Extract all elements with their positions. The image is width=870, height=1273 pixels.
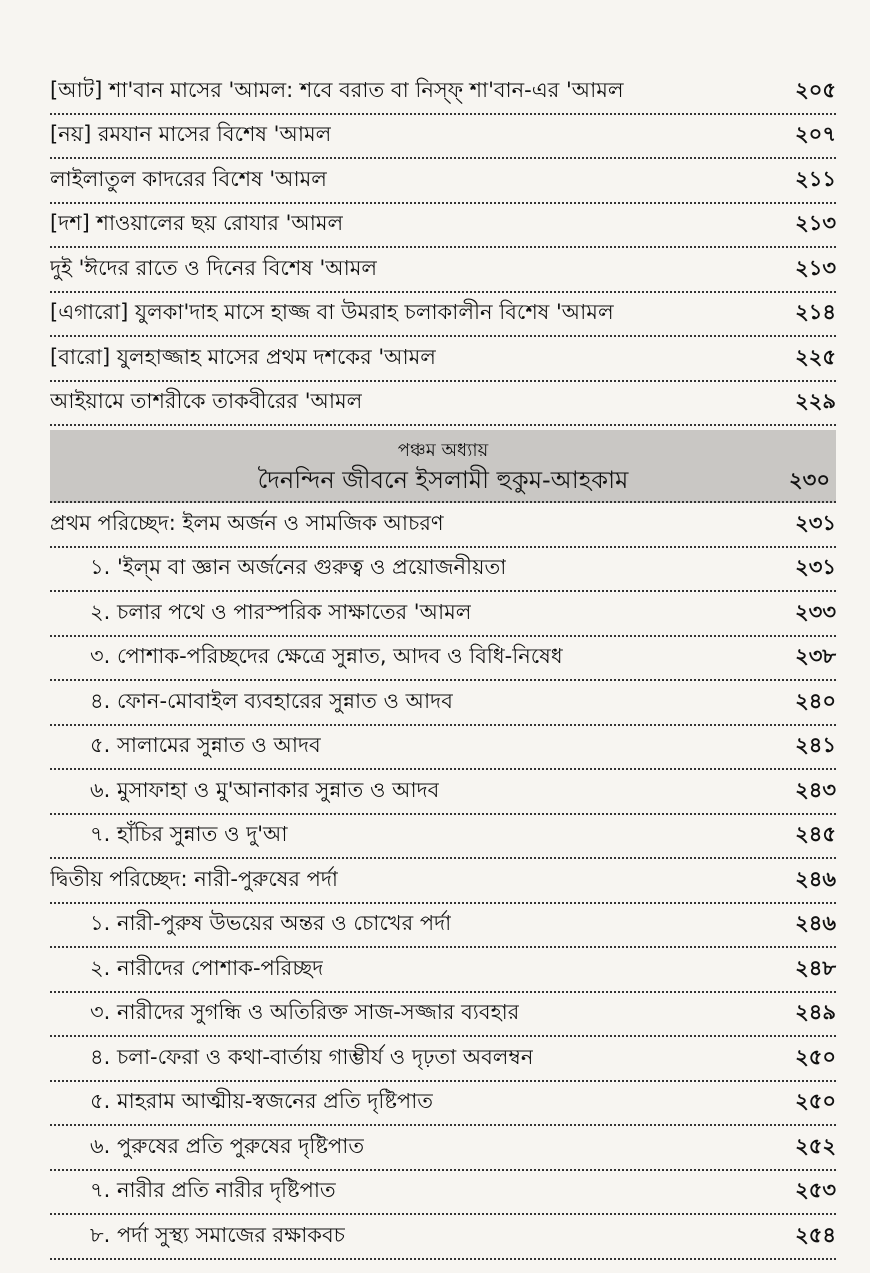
- chapter-heading: [50, 430, 836, 503]
- toc-entry: [50, 115, 836, 160]
- toc-entry-title: ৬. মুসাফাহা ও মু'আনাকার সুন্নাত ও আদব: [90, 777, 440, 802]
- toc-entry-page-number: ২৩৮: [795, 644, 836, 669]
- toc-subentry: [50, 548, 836, 593]
- toc-subentry: [50, 1082, 836, 1127]
- toc-entry-title: ৪. চলা-ফেরা ও কথা-বার্তায় গাম্ভীর্য ও দৃঢ়তা অবলম্বন: [90, 1044, 534, 1069]
- toc-entry-page-number: ২৩৩: [795, 599, 836, 624]
- toc-entry-title: ৭. হাঁচির সুন্নাত ও দু'আ: [90, 822, 288, 847]
- toc-entry-title: দুই 'ঈদের রাতে ও দিনের বিশেষ 'আমল: [50, 255, 378, 280]
- toc-subentry: [50, 681, 836, 726]
- toc-entry-page-number: ২৪৯: [795, 1000, 836, 1025]
- toc-entry: [50, 293, 836, 338]
- toc-subentry: [50, 592, 836, 637]
- toc-entry-title: ৬. পুরুষের প্রতি পুরুষের দৃষ্টিপাত: [90, 1133, 365, 1158]
- toc-entry-page-number: ২৫৪: [795, 1222, 836, 1247]
- toc-entry-page-number: ২৩১: [795, 555, 836, 580]
- toc-entry-title: আইয়ামে তাশরীকে তাকবীরের 'আমল: [50, 389, 363, 414]
- toc-entry-title: লাইলাতুল কাদরের বিশেষ 'আমল: [50, 166, 327, 191]
- toc-entry-title: ৪. ফোন-মোবাইল ব্যবহারের সুন্নাত ও আদব: [90, 688, 453, 713]
- toc-entry-title: [দশ] শাওয়ালের ছয় রোযার 'আমল: [50, 211, 344, 236]
- toc-subentry: [50, 904, 836, 949]
- toc-entry-page-number: ২৪৬: [795, 866, 836, 891]
- toc-entry: [50, 70, 836, 115]
- toc-entry-page-number: ২২৯: [795, 389, 836, 414]
- toc-entry-page-number: ২৫৩: [795, 1178, 836, 1203]
- toc-subentry: [50, 1215, 836, 1260]
- toc-section-bottom: [50, 503, 836, 1260]
- toc-entry-title: দ্বিতীয় পরিচ্ছেদ: নারী-পুরুষের পর্দা: [50, 866, 338, 891]
- toc-entry-page-number: ২১৩: [795, 255, 836, 280]
- toc-subentry: [50, 1037, 836, 1082]
- toc-entry-title: [বারো] যুলহাজ্জাহ মাসের প্রথম দশকের 'আমল: [50, 344, 436, 369]
- toc-entry-title: প্রথম পরিচ্ছেদ: ইলম অর্জন ও সামজিক আচরণ: [50, 510, 444, 535]
- toc-subentry: [50, 1126, 836, 1171]
- toc-subentry: [50, 726, 836, 771]
- toc-entry-page-number: ২৩১: [795, 510, 836, 535]
- toc-entry-title: ৫. মাহরাম আত্মীয়-স্বজনের প্রতি দৃষ্টিপাত: [90, 1089, 434, 1114]
- toc-entry-title: ৫. সালামের সুন্নাত ও আদব: [90, 733, 321, 758]
- toc-entry-title: ৮. পর্দা সুস্থ্য সমাজের রক্ষাকবচ: [90, 1222, 346, 1247]
- toc-entry-page-number: ২১১: [795, 166, 836, 191]
- toc-entry-page-number: ২৪৬: [795, 911, 836, 936]
- toc-entry: [50, 382, 836, 427]
- chapter-label: পঞ্চম অধ্যায়: [397, 440, 489, 461]
- toc-entry-title: [এগারো] যুলকা'দাহ মাসে হাজ্জ বা উমরাহ চলাকালীন বিশেষ 'আমল: [50, 300, 614, 325]
- toc-entry-title: ২. চলার পথে ও পারস্পরিক সাক্ষাতের 'আমল: [90, 599, 472, 624]
- toc-entry-page-number: ২৪০: [795, 688, 836, 713]
- toc-entry-page-number: ২০৫: [795, 77, 836, 102]
- toc-entry-title: ২. নারীদের পোশাক-পরিচ্ছদ: [90, 955, 324, 980]
- chapter-page-number: ২৩০: [789, 468, 830, 492]
- toc-entry-page-number: ২৫০: [795, 1044, 836, 1069]
- toc-subentry: [50, 770, 836, 815]
- chapter-title: দৈনন্দিন জীবনে ইসলামী হুকুম-আহকাম: [257, 466, 629, 494]
- toc-entry: [50, 204, 836, 249]
- toc-subentry: [50, 815, 836, 860]
- toc-subentry: [50, 948, 836, 993]
- toc-entry-page-number: ২৫০: [795, 1089, 836, 1114]
- table-of-contents: [50, 70, 836, 1260]
- toc-entry-title: [নয়] রমযান মাসের বিশেষ 'আমল: [50, 122, 332, 147]
- toc-entry: [50, 159, 836, 204]
- toc-entry: [50, 503, 836, 548]
- toc-entry-page-number: ২৫২: [795, 1133, 836, 1158]
- toc-entry-title: ১. 'ইল্‌ম বা জ্ঞান অর্জনের গুরুত্ব ও প্রয়োজনীয়তা: [90, 555, 507, 580]
- toc-entry: [50, 859, 836, 904]
- toc-entry-page-number: ২৪১: [795, 733, 836, 758]
- toc-subentry: [50, 637, 836, 682]
- toc-entry: [50, 337, 836, 382]
- toc-entry-page-number: ২০৭: [795, 122, 836, 147]
- toc-entry-page-number: ২১৪: [795, 300, 836, 325]
- toc-entry-page-number: ২৪৫: [795, 822, 836, 847]
- toc-subentry: [50, 993, 836, 1038]
- toc-entry-page-number: ২৪৩: [795, 777, 836, 802]
- toc-entry-title: [আট] শা'বান মাসের 'আমল: শবে বরাত বা নিস্‌ফ্ শা'বান-এর 'আমল: [50, 77, 624, 102]
- toc-entry-title: ৭. নারীর প্রতি নারীর দৃষ্টিপাত: [90, 1178, 336, 1203]
- toc-entry-page-number: ২১৩: [795, 211, 836, 236]
- toc-entry-page-number: ২৪৮: [795, 955, 836, 980]
- toc-entry-title: ১. নারী-পুরুষ উভয়ের অন্তর ও চোখের পর্দা: [90, 911, 452, 936]
- toc-subentry: [50, 1171, 836, 1216]
- toc-section-top: [50, 70, 836, 426]
- toc-entry-page-number: ২২৫: [795, 344, 836, 369]
- toc-entry-title: ৩. পোশাক-পরিচ্ছদের ক্ষেত্রে সুন্নাত, আদব ও বিধি-নিষেধ: [90, 644, 563, 669]
- toc-entry: [50, 248, 836, 293]
- toc-entry-title: ৩. নারীদের সুগন্ধি ও অতিরিক্ত সাজ-সজ্জার ব্যবহার: [90, 1000, 520, 1025]
